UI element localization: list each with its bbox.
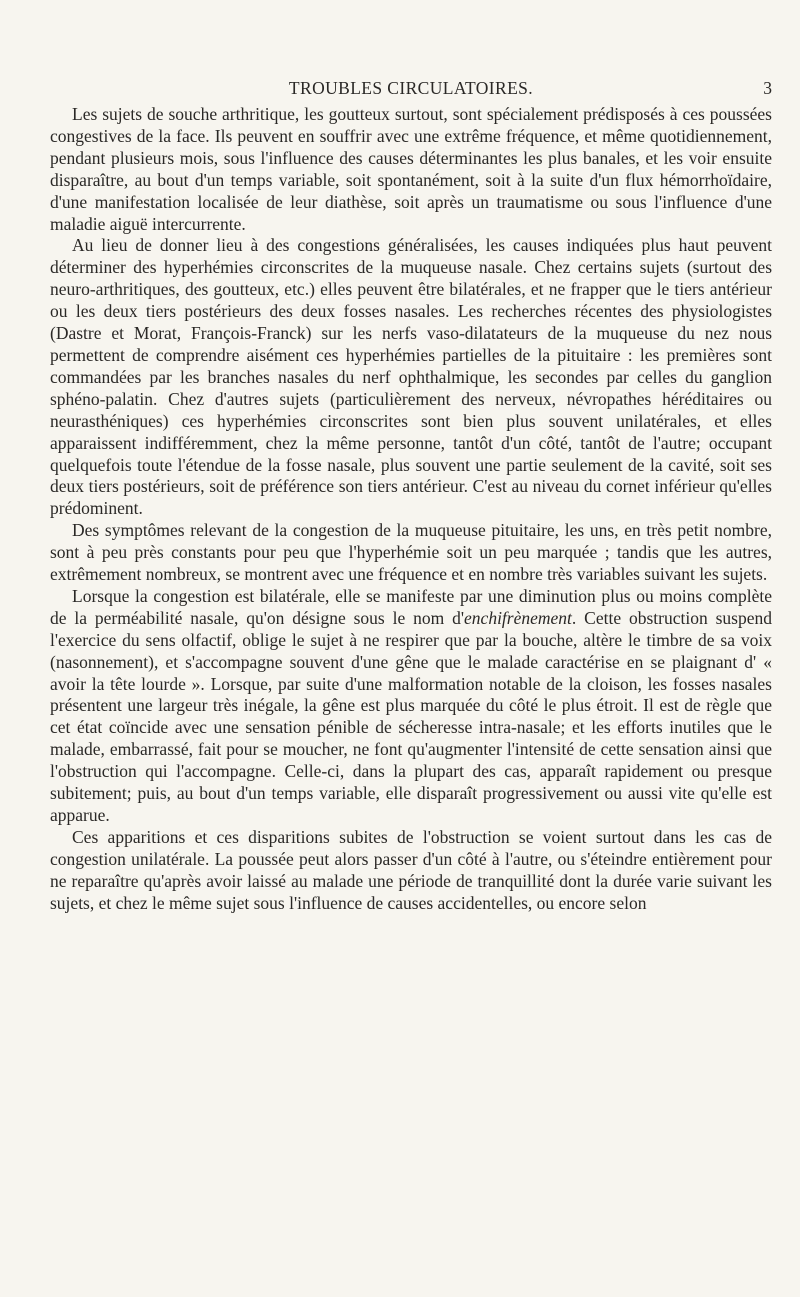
body-text <box>50 104 772 915</box>
emphasized-term: enchifrènement <box>464 607 572 628</box>
paragraph: Des symptômes relevant de la congestion de la muqueuse pituitaire, les uns, en très petit nombre, sont à peu près constants pour peu que l'hyperhémie soit un peu marquée ; tandis que les autres, extrêmement nombreux, se montrent avec une fréquence et en nombre très variables suivant les sujets. <box>50 520 772 585</box>
paragraph <box>50 586 772 827</box>
paragraph: Ces apparitions et ces disparitions subites de l'obstruction se voient surtout dans les cas de congestion unilatérale. La poussée peut alors passer d'un côté à l'autre, ou s'éteindre entièrement pour ne reparaître qu'après avoir laissé au malade une période de tranquillité dont la durée varie suivant les sujets, et chez le même sujet sous l'influence de causes accidentelles, ou encore selon <box>50 826 772 913</box>
paragraph: Les sujets de souche arthritique, les goutteux surtout, sont spécialement prédisposés à ces poussées congestives de la face. Ils peuvent en souffrir avec une extrême fréquence, et même quotidiennement, pendant plusieurs mois, sous l'influence des causes déterminantes les plus banales, et les voir ensuite disparaître, au bout d'un temps variable, soit spontanément, soit à la suite d'un flux hémorrhoïdaire, d'une manifestation localisée de leur diathèse, soit après un traumatisme ou sous l'influence d'une maladie aiguë intercurrente. <box>50 104 772 234</box>
paragraph-text: Lorsque la congestion est bilatérale, elle se manifeste par une diminution plus ou moins complète de la perméabilité nasale, qu'on désigne sous le nom d' <box>50 585 772 628</box>
running-head <box>50 78 772 104</box>
paragraph: Au lieu de donner lieu à des congestions généralisées, les causes indiquées plus haut peuvent déterminer des hyperhémies circonscrites de la muqueuse nasale. Chez certains sujets (surtout des neuro-arthritiques, des goutteux, etc.) elles peuvent être bilatérales, et ne frapper que le tiers antérieur ou les deux tiers postérieurs des deux fosses nasales. Les recherches récentes des physiologistes (Dastre et Morat, François-Franck) sur les nerfs vaso-dilatateurs de la muqueuse du nez nous permettent de comprendre aisément ces hyperhémies partielles de la pituitaire : les premières sont commandées par les branches nasales du nerf ophthalmique, les secondes par celles du ganglion sphéno-palatin. Chez d'autres sujets (particulièrement des nerveux, névropathes héréditaires ou neurasthéniques) ces hyperhémies circonscrites sont bien plus souvent unilatérales, et elles apparaissent indifféremment, chez la même personne, tantôt d'un côté, tantôt de l'autre; occupant quelquefois toute l'étendue de la fosse nasale, plus souvent une partie seulement de la cavité, soit ses deux tiers postérieurs, soit de préférence son tiers antérieur. C'est au niveau du cornet inférieur qu'elles prédominent. <box>50 235 772 519</box>
page-number: 3 <box>763 78 772 98</box>
paragraph-text: . Cette obstruction suspend l'exercice du sens olfactif, oblige le sujet à ne respirer que par la bouche, altère le timbre de sa voix (nasonnement), et s'accompagne souvent d'une gêne que le malade caractérise en se plaignant d' « avoir la tête lourde ». Lorsque, par suite d'une malformation notable de la cloison, les fosses nasales présentent une largeur très inégale, la gêne est plus marquée du côté le plus étroit. Il est de règle que cet état coïncide avec une sensation pénible de sécheresse intra-nasale; et les efforts inutiles que le malade, embarrassé, fait pour se moucher, ne font qu'augmenter l'intensité de cette sensation ainsi que l'obstruction qui l'accompagne. Celle-ci, dans la plupart des cas, apparaît rapidement ou presque subitement; puis, au bout d'un temps variable, elle disparaît progressivement ou aussi vite qu'elle est apparue. <box>50 607 772 825</box>
running-title: TROUBLES CIRCULATOIRES. <box>288 78 534 98</box>
